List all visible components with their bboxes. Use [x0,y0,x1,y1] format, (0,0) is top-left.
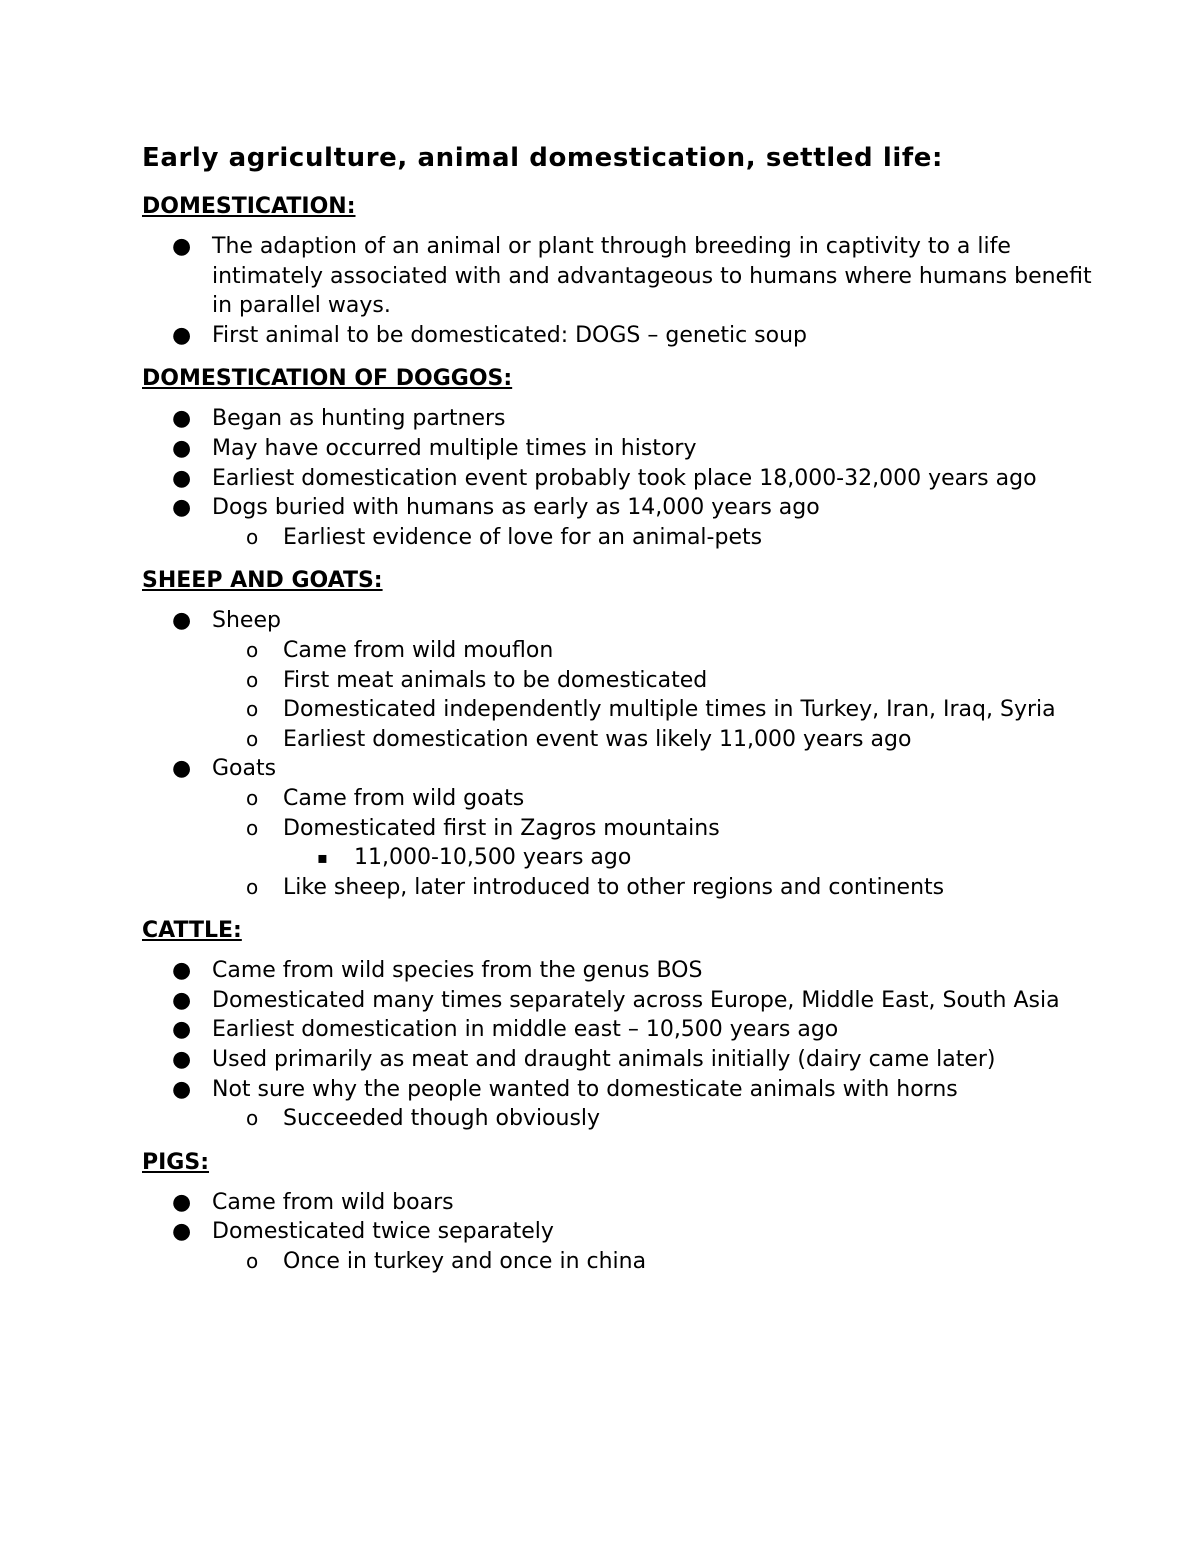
list-item-text: Earliest domestication in middle east – 10,500 years ago [212,1017,839,1043]
list-item [142,321,1100,351]
bullet-icon: ● [172,406,192,432]
list-item-text: Dogs buried with humans as early as 14,000 years ago [212,495,820,521]
bullet-icon: ● [172,435,192,461]
list-item-text: 11,000-10,500 years ago [354,845,632,871]
sub-bullet-list [212,1247,1100,1277]
list-item-text: First meat animals to be domesticated [283,667,708,693]
list-item [142,434,1100,464]
sub-bullet-list [212,1104,1100,1134]
list-item [142,464,1100,494]
sub-list-item [283,843,1100,873]
list-item-text: May have occurred multiple times in history [212,435,697,461]
bullet-icon: ● [172,1047,192,1073]
list-item [142,1075,1100,1134]
sub-bullet-list [212,523,1100,553]
bullet-icon: ● [172,1017,192,1043]
bullet-icon: ● [172,608,192,634]
section-heading: DOMESTICATION OF DOGGOS: [142,366,513,392]
circle-bullet-icon: o [246,697,259,722]
sub-list-item [212,784,1100,814]
section-heading: DOMESTICATION: [142,194,356,219]
list-item-text: Domesticated independently multiple times in Turkey, Iran, Iraq, Syria [283,697,1056,723]
list-item [142,404,1100,434]
list-item-text: Succeeded though obviously [283,1106,601,1132]
circle-bullet-icon: o [246,815,259,840]
bullet-list [142,606,1100,902]
section [142,916,1100,1134]
list-item-text: Came from wild mouflon [283,637,554,663]
list-item [142,754,1100,902]
circle-bullet-icon: o [246,726,259,751]
bullet-icon: ● [172,987,192,1013]
list-item [142,493,1100,552]
section-heading: SHEEP AND GOATS: [142,568,383,594]
bullet-icon: ● [172,1219,192,1245]
list-item [142,1045,1100,1075]
list-item-text: Not sure why the people wanted to domesticate animals with horns [212,1076,958,1102]
list-item [142,1015,1100,1045]
bullet-icon: ● [172,465,192,491]
sub-bullet-list [212,636,1100,754]
bullet-list [142,956,1100,1134]
list-item-text: Earliest evidence of love for an animal-pets [283,524,763,550]
circle-bullet-icon: o [246,637,259,662]
list-item-text: Domesticated twice separately [212,1219,554,1245]
sub-list-item [212,814,1100,873]
circle-bullet-icon: o [246,524,259,549]
circle-bullet-icon: o [246,1249,259,1274]
sub-list-item [212,873,1100,903]
list-item [142,606,1100,754]
sub-list-item [212,523,1100,553]
list-item-text: Used primarily as meat and draught animals initially (dairy came later) [212,1047,996,1073]
document-body [142,192,1100,1277]
list-item-text: Came from wild goats [283,785,525,811]
list-item-text: The adaption of an animal or plant through breeding in captivity to a life intimately associated with and advantageous to humans where humans benefit in parallel ways. [212,234,1092,319]
bullet-list [142,1188,1100,1277]
bullet-list [142,232,1100,350]
section [142,364,1100,552]
section-heading: CATTLE: [142,918,242,944]
sub-list-item [212,695,1100,725]
section [142,192,1100,350]
section-heading: PIGS: [142,1149,210,1175]
list-item-text: Domesticated many times separately across Europe, Middle East, South Asia [212,987,1060,1013]
bullet-icon: ● [172,1076,192,1102]
list-item-text: Earliest domestication event probably took place 18,000-32,000 years ago [212,465,1037,491]
circle-bullet-icon: o [246,874,259,899]
sub-list-item [212,725,1100,755]
list-item-text: Came from wild species from the genus BOS [212,958,703,984]
bullet-icon: ● [172,958,192,984]
list-item [142,956,1100,986]
square-bullet-icon: ▪ [317,848,328,868]
list-item [142,986,1100,1016]
list-item-text: Earliest domestication event was likely 11,000 years ago [283,726,912,752]
list-item-text: Sheep [212,608,281,634]
sub-list-item [212,1247,1100,1277]
bullet-icon: ● [172,756,192,782]
sub-list-item [212,1104,1100,1134]
section [142,1148,1100,1277]
circle-bullet-icon: o [246,667,259,692]
sub-bullet-list [283,843,1100,873]
list-item-text: Domesticated first in Zagros mountains [283,815,720,841]
list-item-text: First animal to be domesticated: DOGS – genetic soup [212,322,808,348]
bullet-list [142,404,1100,552]
list-item [142,1188,1100,1218]
document-title: Early agriculture, animal domestication, settled life: [142,143,944,173]
list-item-text: Goats [212,756,277,782]
sub-list-item [212,636,1100,666]
list-item-text: Once in turkey and once in china [283,1249,647,1275]
circle-bullet-icon: o [246,785,259,810]
bullet-icon: ● [172,234,192,259]
list-item-text: Came from wild boars [212,1189,454,1215]
list-item [142,1217,1100,1276]
list-item-text: Like sheep, later introduced to other regions and continents [283,874,945,900]
section [142,566,1100,902]
sub-list-item [212,666,1100,696]
bullet-icon: ● [172,1189,192,1215]
bullet-icon: ● [172,322,192,348]
bullet-icon: ● [172,495,192,521]
list-item [142,232,1100,321]
circle-bullet-icon: o [246,1106,259,1131]
list-item-text: Began as hunting partners [212,406,506,432]
sub-bullet-list [212,784,1100,902]
